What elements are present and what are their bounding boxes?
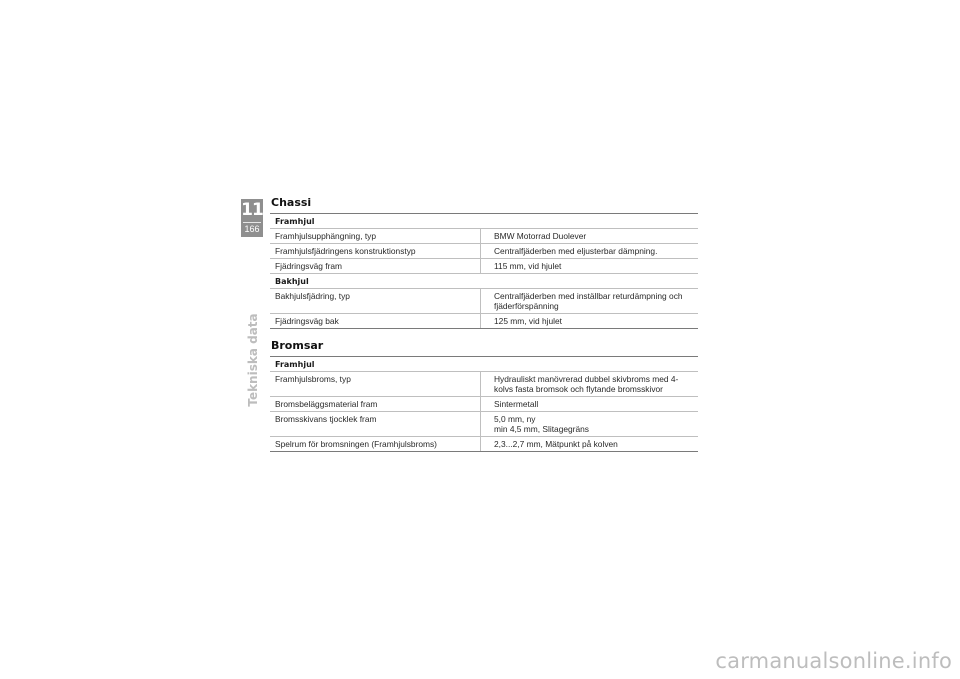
row-label: Framhjulsfjädringens konstruktionstyp <box>270 244 481 258</box>
subheader-framhjul: Framhjul <box>270 214 698 229</box>
page-number: 166 <box>244 224 260 234</box>
page-content <box>270 196 698 452</box>
table-row <box>270 229 698 244</box>
subheader-bakhjul: Bakhjul <box>270 274 698 289</box>
row-value-line: Centralfjäderben med inställbar returdämpning och <box>494 291 683 301</box>
table-row <box>270 289 698 314</box>
section-bromsar <box>270 339 698 452</box>
row-label: Bakhjulsfjädring, typ <box>270 289 481 313</box>
row-value <box>481 412 698 436</box>
row-value-line: 5,0 mm, ny <box>494 414 536 424</box>
row-label: Bromsskivans tjocklek fram <box>270 412 481 436</box>
row-value: Sintermetall <box>494 399 539 409</box>
row-value-line: Hydrauliskt manövrerad dubbel skivbroms med 4- <box>494 374 679 384</box>
row-value: BMW Motorrad Duolever <box>494 231 587 241</box>
row-value <box>481 289 698 313</box>
chapter-tab <box>241 199 263 237</box>
row-label: Spelrum för bromsningen (Framhjulsbroms) <box>270 437 481 451</box>
chapter-divider <box>243 222 261 223</box>
row-value-line: kolvs fasta bromsok och flytande bromsskivor <box>494 384 663 394</box>
row-label: Fjädringsväg fram <box>270 259 481 273</box>
row-label: Fjädringsväg bak <box>270 314 481 328</box>
row-label: Bromsbeläggsmaterial fram <box>270 397 481 411</box>
row-value: Centralfjäderben med eljusterbar dämpning. <box>494 246 658 256</box>
row-value-line: min 4,5 mm, Slitagegräns <box>494 424 589 434</box>
section-title-bromsar: Bromsar <box>270 339 698 357</box>
row-value <box>481 372 698 396</box>
section-title-chassi: Chassi <box>270 196 698 214</box>
subheader-framhjul: Framhjul <box>270 357 698 372</box>
table-row <box>270 397 698 412</box>
row-label: Framhjulsupphängning, typ <box>270 229 481 243</box>
row-label: Framhjulsbroms, typ <box>270 372 481 396</box>
table-row <box>270 259 698 274</box>
row-value-line: fjäderförspänning <box>494 301 559 311</box>
section-chassi <box>270 196 698 329</box>
chapter-number: 11 <box>241 200 263 220</box>
row-value: 125 mm, vid hjulet <box>494 316 562 326</box>
chapter-side-label: Tekniska data <box>246 313 260 407</box>
table-row <box>270 372 698 397</box>
table-row <box>270 314 698 329</box>
row-value: 2,3...2,7 mm, Mätpunkt på kolven <box>494 439 618 449</box>
row-value: 115 mm, vid hjulet <box>494 261 562 271</box>
watermark: carmanualsonline.info <box>715 649 952 673</box>
table-row <box>270 437 698 452</box>
table-row <box>270 244 698 259</box>
table-row <box>270 412 698 437</box>
